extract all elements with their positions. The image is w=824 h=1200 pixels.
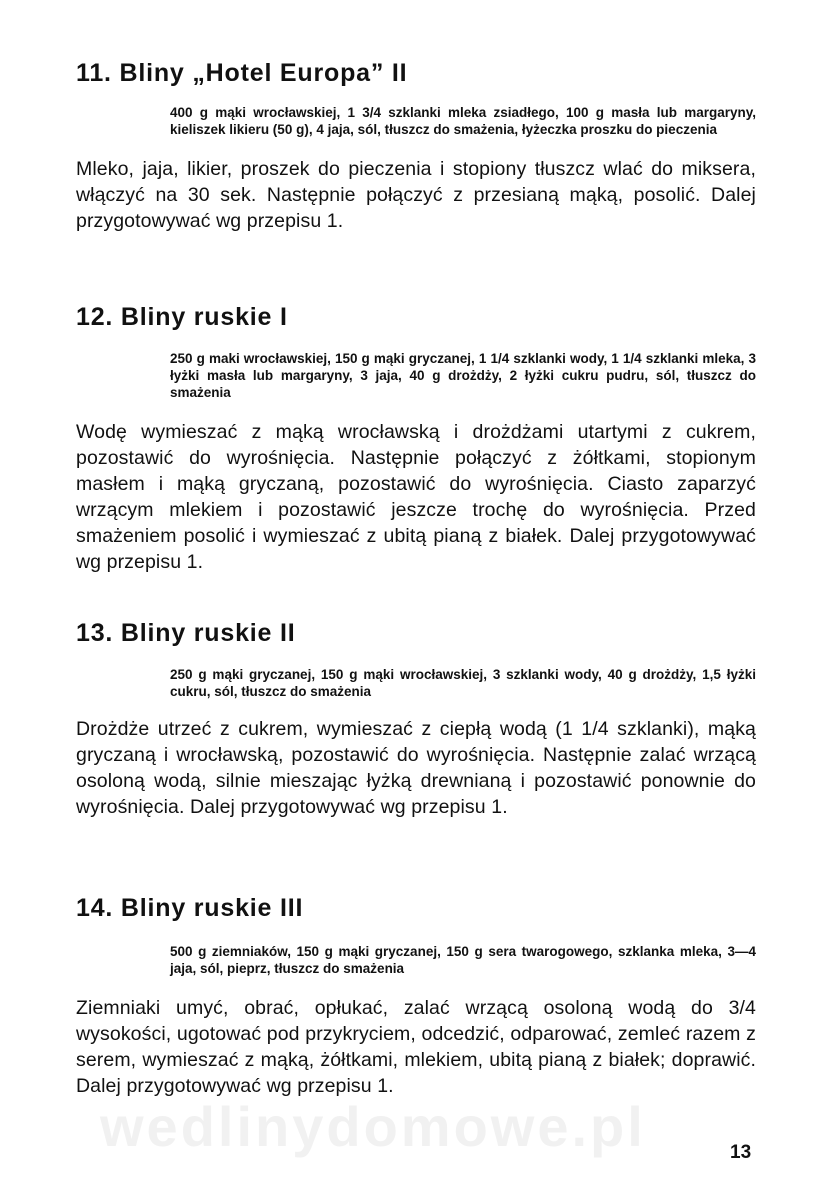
recipe-title: 13. Bliny ruskie II — [76, 619, 296, 647]
recipe-title: 12. Bliny ruskie I — [76, 303, 288, 331]
page-number: 13 — [730, 1142, 752, 1163]
recipe-11 — [76, 58, 756, 234]
ingredients-list: 500 g ziemniaków, 150 g mąki gryczanej, 150 g sera twarogowego, szklanka mleka, 3—4 jaja, sól, pieprz, tłuszcz do smażenia — [170, 944, 756, 976]
ingredients-list: 250 g mąki gryczanej, 150 g mąki wrocławskiej, 3 szklanki wody, 40 g drożdży, 1,5 łyżki cukru, sól, tłuszcz do smażenia — [170, 667, 756, 699]
method-text: Wodę wymieszać z mąką wrocławską i drożdżami utartymi z cukrem, pozostawić do wyrośnięcia. Następnie połączyć z żółtkami, stopionym masłem i mąką gryczaną, pozostawić do wyrośnięcia. Ciasto zaparzyć wrzącym mlekiem i pozostawić jeszcze trochę do wyrośnięcia. Przed smażeniem posolić i wymieszać z ubitą pianą z białek. Dalej przygotowywać wg przepisu 1. — [76, 421, 756, 573]
recipe-title: 11. Bliny „Hotel Europa” II — [76, 59, 408, 87]
method-text: Drożdże utrzeć z cukrem, wymieszać z ciepłą wodą (1 1/4 szklanki), mąką gryczaną i wrocławską, pozostawić do wyrośnięcia. Następnie zalać wrzącą osoloną wodą, silnie mieszając łyżką drewnianą i pozostawić ponownie do wyrośnięcia. Dalej przygotowywać wg przepisu 1. — [76, 718, 756, 818]
recipe-title: 14. Bliny ruskie III — [76, 894, 304, 922]
method-text: Mleko, jaja, likier, proszek do pieczenia i stopiony tłuszcz wlać do miksera, włączyć na 30 sek. Następnie połączyć z przesianą mąką, posolić. Dalej przygotowywać wg przepisu 1. — [76, 158, 756, 232]
method-text: Ziemniaki umyć, obrać, opłukać, zalać wrzącą osoloną wodą do 3/4 wysokości, ugotować pod przykryciem, odcedzić, odparować, zemleć razem z serem, wymieszać z mąką, żółtkami, mlekiem, ubitą pianą z białek; doprawić. Dalej przygotowywać wg przepisu 1. — [76, 997, 756, 1097]
recipe-12 — [76, 302, 756, 575]
watermark: wedlinydomowe.pl — [100, 1095, 646, 1158]
ingredients-list: 250 g maki wrocławskiej, 150 g mąki gryczanej, 1 1/4 szklanki wody, 1 1/4 szklanki mleka, 3 łyżki masła lub margaryny, 3 jaja, 40 g drożdży, 2 łyżki cukru pudru, sól, tłuszcz do smażenia — [170, 351, 756, 400]
recipe-14 — [76, 893, 756, 1099]
ingredients-list: 400 g mąki wrocławskiej, 1 3/4 szklanki mleka zsiadłego, 100 g masła lub margaryny, kieliszek likieru (50 g), 4 jaja, sól, tłuszcz do smażenia, łyżeczka proszku do pieczenia — [170, 105, 756, 137]
recipe-13 — [76, 618, 756, 820]
